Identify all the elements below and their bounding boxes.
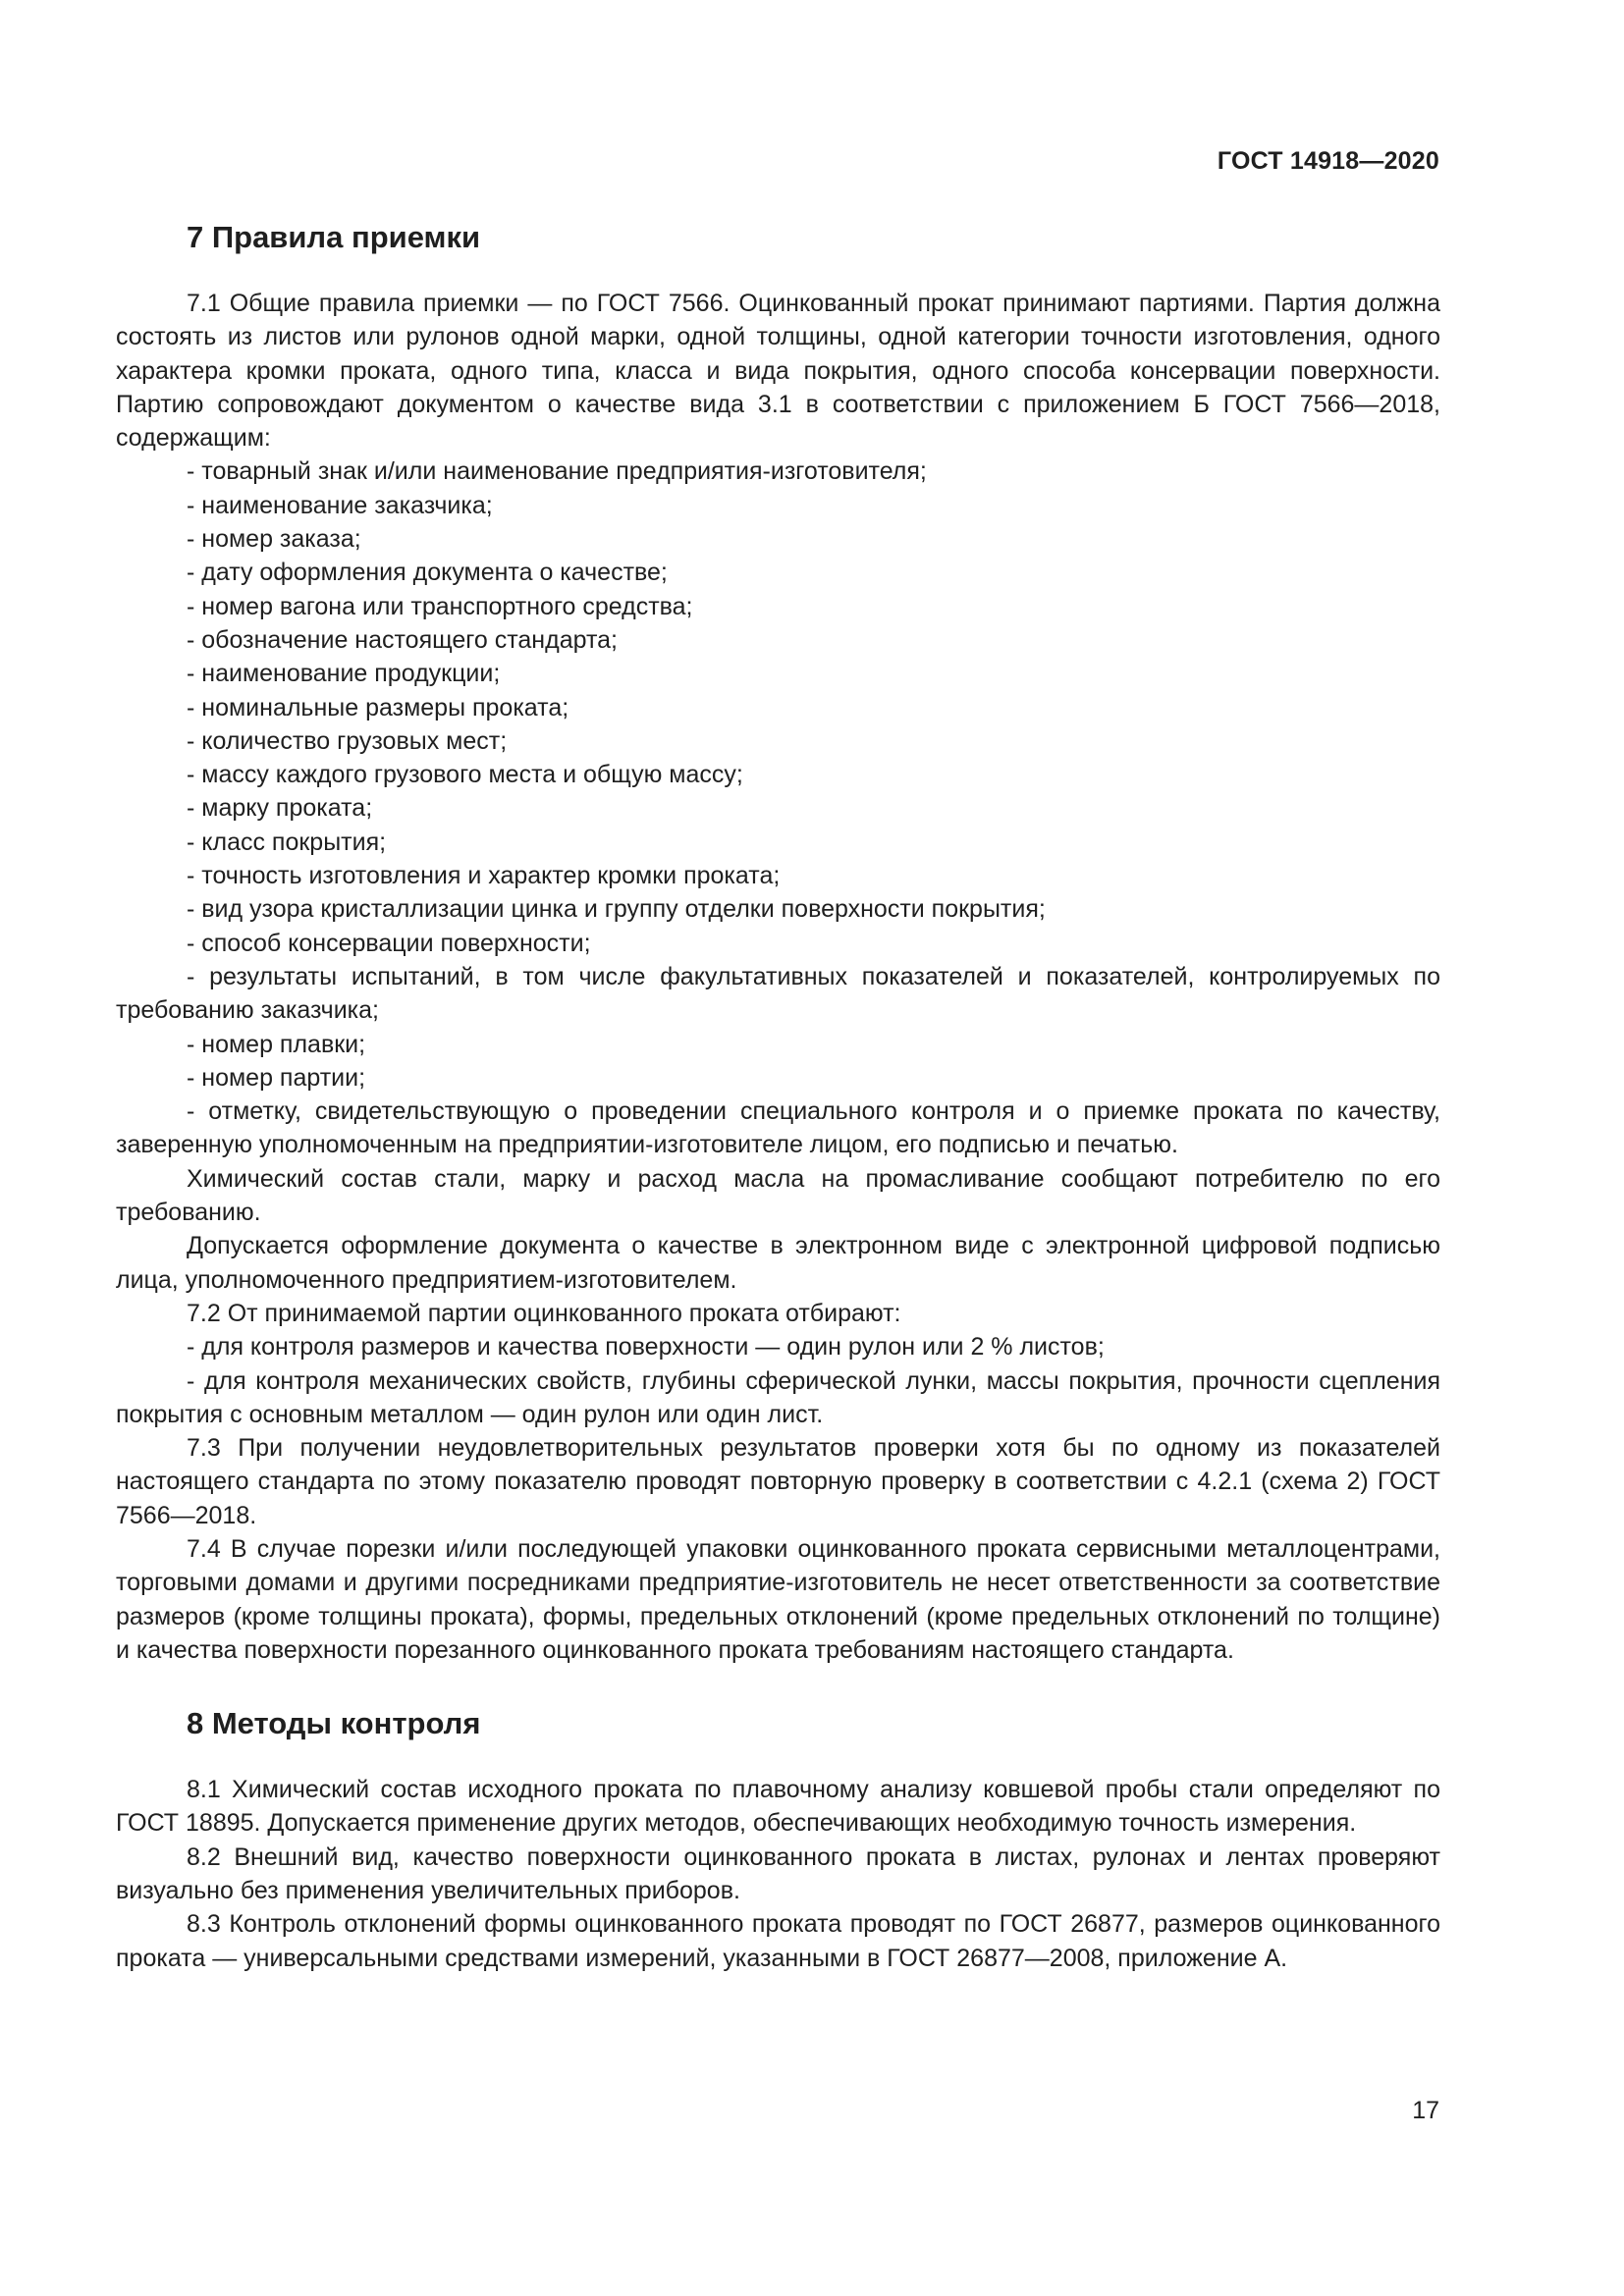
paragraph-8-2: 8.2 Внешний вид, качество поверхности оцинкованного проката в листах, рулонах и лентах проверяют визуально без применения увеличительных приборов. — [116, 1842, 1440, 1905]
list-item: - номер вагона или транспортного средства; — [187, 592, 693, 620]
list-item: - класс покрытия; — [187, 828, 387, 856]
list-item: - номер партии; — [187, 1063, 366, 1092]
list-item: - номер плавки; — [187, 1030, 366, 1058]
list-item: - марку проката; — [187, 794, 373, 823]
sampling-list — [116, 1330, 1440, 1431]
paragraph-7-4: 7.4 В случае порезки и/или последующей упаковки оцинкованного проката сервисными металлоцентрами, торговыми домами и другими посредниками предприятие-изготовитель не несет ответственности за соответствие размеров (кроме толщины проката), формы, предельных отклонений (кроме предельных отклонений по толщине) и качества поверхности порезанного оцинкованного проката требованиям настоящего стандарта. — [116, 1534, 1440, 1664]
paragraph-chemical-composition: Химический состав стали, марку и расход масла на промасливание сообщают потребителю по его требованию. — [116, 1164, 1440, 1227]
list-item: - результаты испытаний, в том числе факультативных показателей и показателей, контролируемых по требованию заказчика; — [116, 962, 1440, 1025]
list-item: - массу каждого грузового места и общую массу; — [187, 761, 743, 789]
list-item: - номинальные размеры проката; — [187, 693, 569, 721]
paragraph-7-2: 7.2 От принимаемой партии оцинкованного проката отбирают: — [187, 1299, 901, 1327]
list-item: - точность изготовления и характер кромки проката; — [187, 862, 781, 890]
list-item: - вид узора кристаллизации цинка и группу отделки поверхности покрытия; — [187, 895, 1046, 924]
list-item: - дату оформления документа о качестве; — [187, 559, 668, 587]
list-item: - отметку, свидетельствующую о проведении специального контроля и о приемке проката по качеству, заверенную уполномоченным на предприятии-изготовителе лицом, его подписью и печатью. — [116, 1097, 1440, 1159]
list-item: - количество грузовых мест; — [187, 726, 508, 755]
list-item: - способ консервации поверхности; — [187, 929, 591, 957]
section-title: 7 Правила приемки — [187, 220, 481, 254]
list-item: - для контроля размеров и качества поверхности — один рулон или 2 % листов; — [187, 1333, 1105, 1362]
list-item: - номер заказа; — [187, 525, 361, 554]
list-item: - обозначение настоящего стандарта; — [187, 625, 618, 654]
paragraph-8-1: 8.1 Химический состав исходного проката по плавочному анализу ковшевой пробы стали определяют по ГОСТ 18895. Допускается применение других методов, обеспечивающих необходимую точность измерения. — [116, 1776, 1440, 1838]
list-item: - наименование заказчика; — [187, 491, 493, 519]
list-item: - товарный знак и/или наименование предприятия-изготовителя; — [187, 457, 927, 486]
list-item: - наименование продукции; — [187, 660, 501, 688]
paragraph-electronic-document: Допускается оформление документа о качестве в электронном виде с электронной цифровой подписью лица, уполномоченного предприятием-изготовителем. — [116, 1232, 1440, 1294]
section-control-methods — [116, 1704, 1440, 1975]
page-content — [116, 218, 1440, 1975]
section-title: 8 Методы контроля — [187, 1706, 481, 1741]
paragraph-7-3: 7.3 При получении неудовлетворительных результатов проверки хотя бы по одному из показателей настоящего стандарта по этому показателю проводят повторную проверку в соответствии с 4.2.1 (схема 2) ГОСТ 7566—2018. — [116, 1434, 1440, 1529]
paragraph-8-3: 8.3 Контроль отклонений формы оцинкованного проката проводят по ГОСТ 26877, размеров оцинкованного проката — универсальными средствами измерений, указанными в ГОСТ 26877—2008, приложение А. — [116, 1910, 1440, 1972]
quality-document-contents-list — [116, 454, 1440, 1161]
document-code-header: ГОСТ 14918—2020 — [1217, 147, 1439, 175]
page-number: 17 — [1412, 2097, 1439, 2124]
section-acceptance-rules — [116, 218, 1440, 1667]
paragraph-7-1: 7.1 Общие правила приемки — по ГОСТ 7566. Оцинкованный прокат принимают партиями. Партия должна состоять из листов или рулонов одной марки, одной толщины, одной категории точности изготовления, одного характера кромки проката, одного типа, класса и вида покрытия, одного способа консервации поверхности. Партию сопровождают документом о качестве вида 3.1 в соответствии с приложением Б ГОСТ 7566—2018, содержащим: — [116, 290, 1440, 453]
list-item: - для контроля механических свойств, глубины сферической лунки, массы покрытия, прочности сцепления покрытия с основным металлом — один рулон или один лист. — [116, 1366, 1440, 1428]
